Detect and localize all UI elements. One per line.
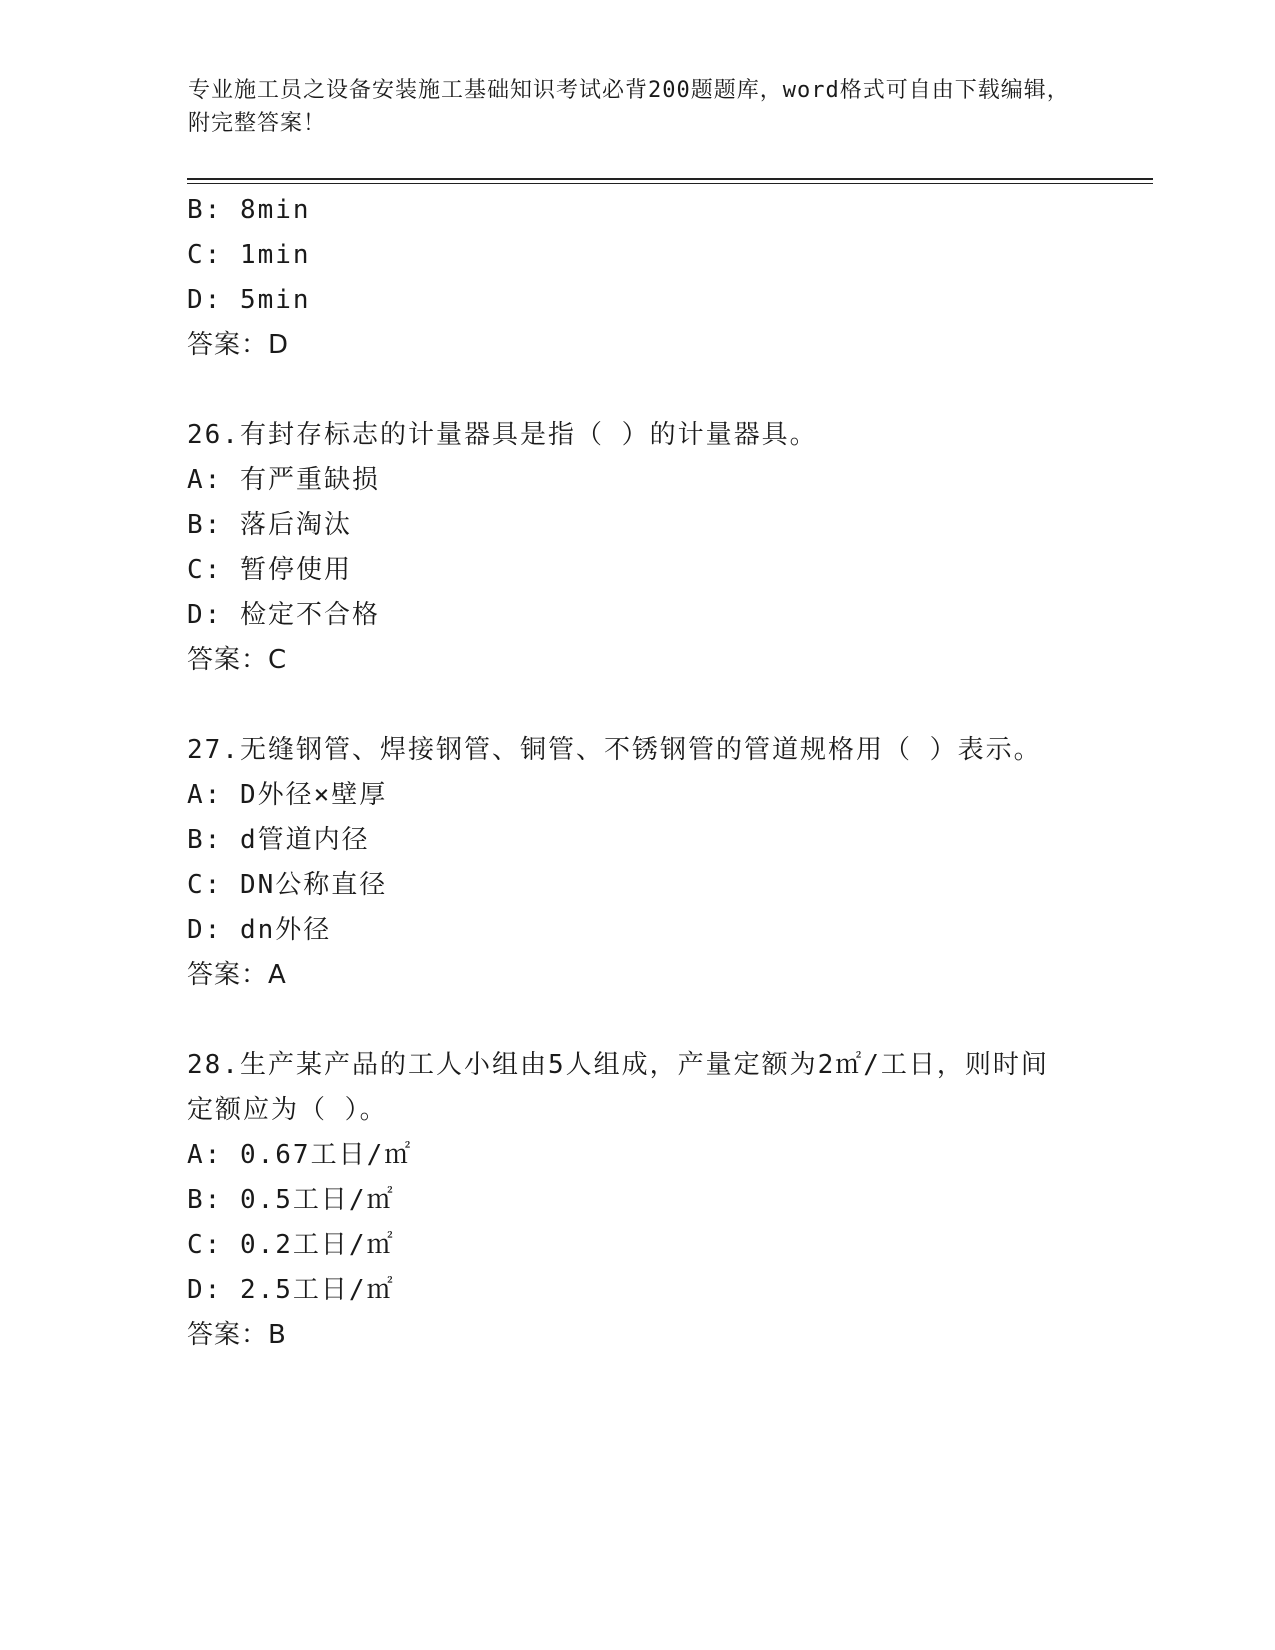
q26-answer: 答案：C	[187, 645, 288, 675]
header-rule-thick	[187, 178, 1153, 180]
q27-option-a: A: D外径×壁厚	[187, 780, 388, 810]
q26-option-b: B: 落后淘汰	[187, 510, 352, 540]
q28-answer: 答案：B	[187, 1320, 287, 1350]
q25-option-c: C: 1min	[187, 240, 311, 270]
q28-question-line2: 定额应为（ ）。	[187, 1095, 388, 1125]
q26-question: 26.有封存标志的计量器具是指（ ）的计量器具。	[187, 420, 818, 450]
header-rule-thin	[187, 183, 1153, 184]
q26-option-c: C: 暂停使用	[187, 555, 352, 585]
q25-answer: 答案：D	[187, 330, 290, 360]
q27-option-b: B: d管道内径	[187, 825, 370, 855]
q25-option-b: B: 8min	[187, 195, 311, 225]
q26-option-a: A: 有严重缺损	[187, 465, 380, 495]
document-header-title: 专业施工员之设备安装施工基础知识考试必背200题题库，word格式可自由下载编辑，附完整答案！	[188, 78, 1070, 136]
q27-question: 27.无缝钢管、焊接钢管、铜管、不锈钢管的管道规格用（ ）表示。	[187, 735, 1042, 765]
q28-question-line1: 28.生产某产品的工人小组由5人组成，产量定额为2㎡/工日，则时间	[187, 1050, 1049, 1080]
q28-option-c: C: 0.2工日/㎡	[187, 1230, 395, 1260]
q27-answer: 答案：A	[187, 960, 287, 990]
q27-option-d: D: dn外径	[187, 915, 332, 945]
q27-option-c: C: DN公称直径	[187, 870, 388, 900]
q25-option-d: D: 5min	[187, 285, 311, 315]
q28-option-a: A: 0.67工日/㎡	[187, 1140, 413, 1170]
q28-option-b: B: 0.5工日/㎡	[187, 1185, 395, 1215]
q26-option-d: D: 检定不合格	[187, 600, 380, 630]
q28-option-d: D: 2.5工日/㎡	[187, 1275, 395, 1305]
